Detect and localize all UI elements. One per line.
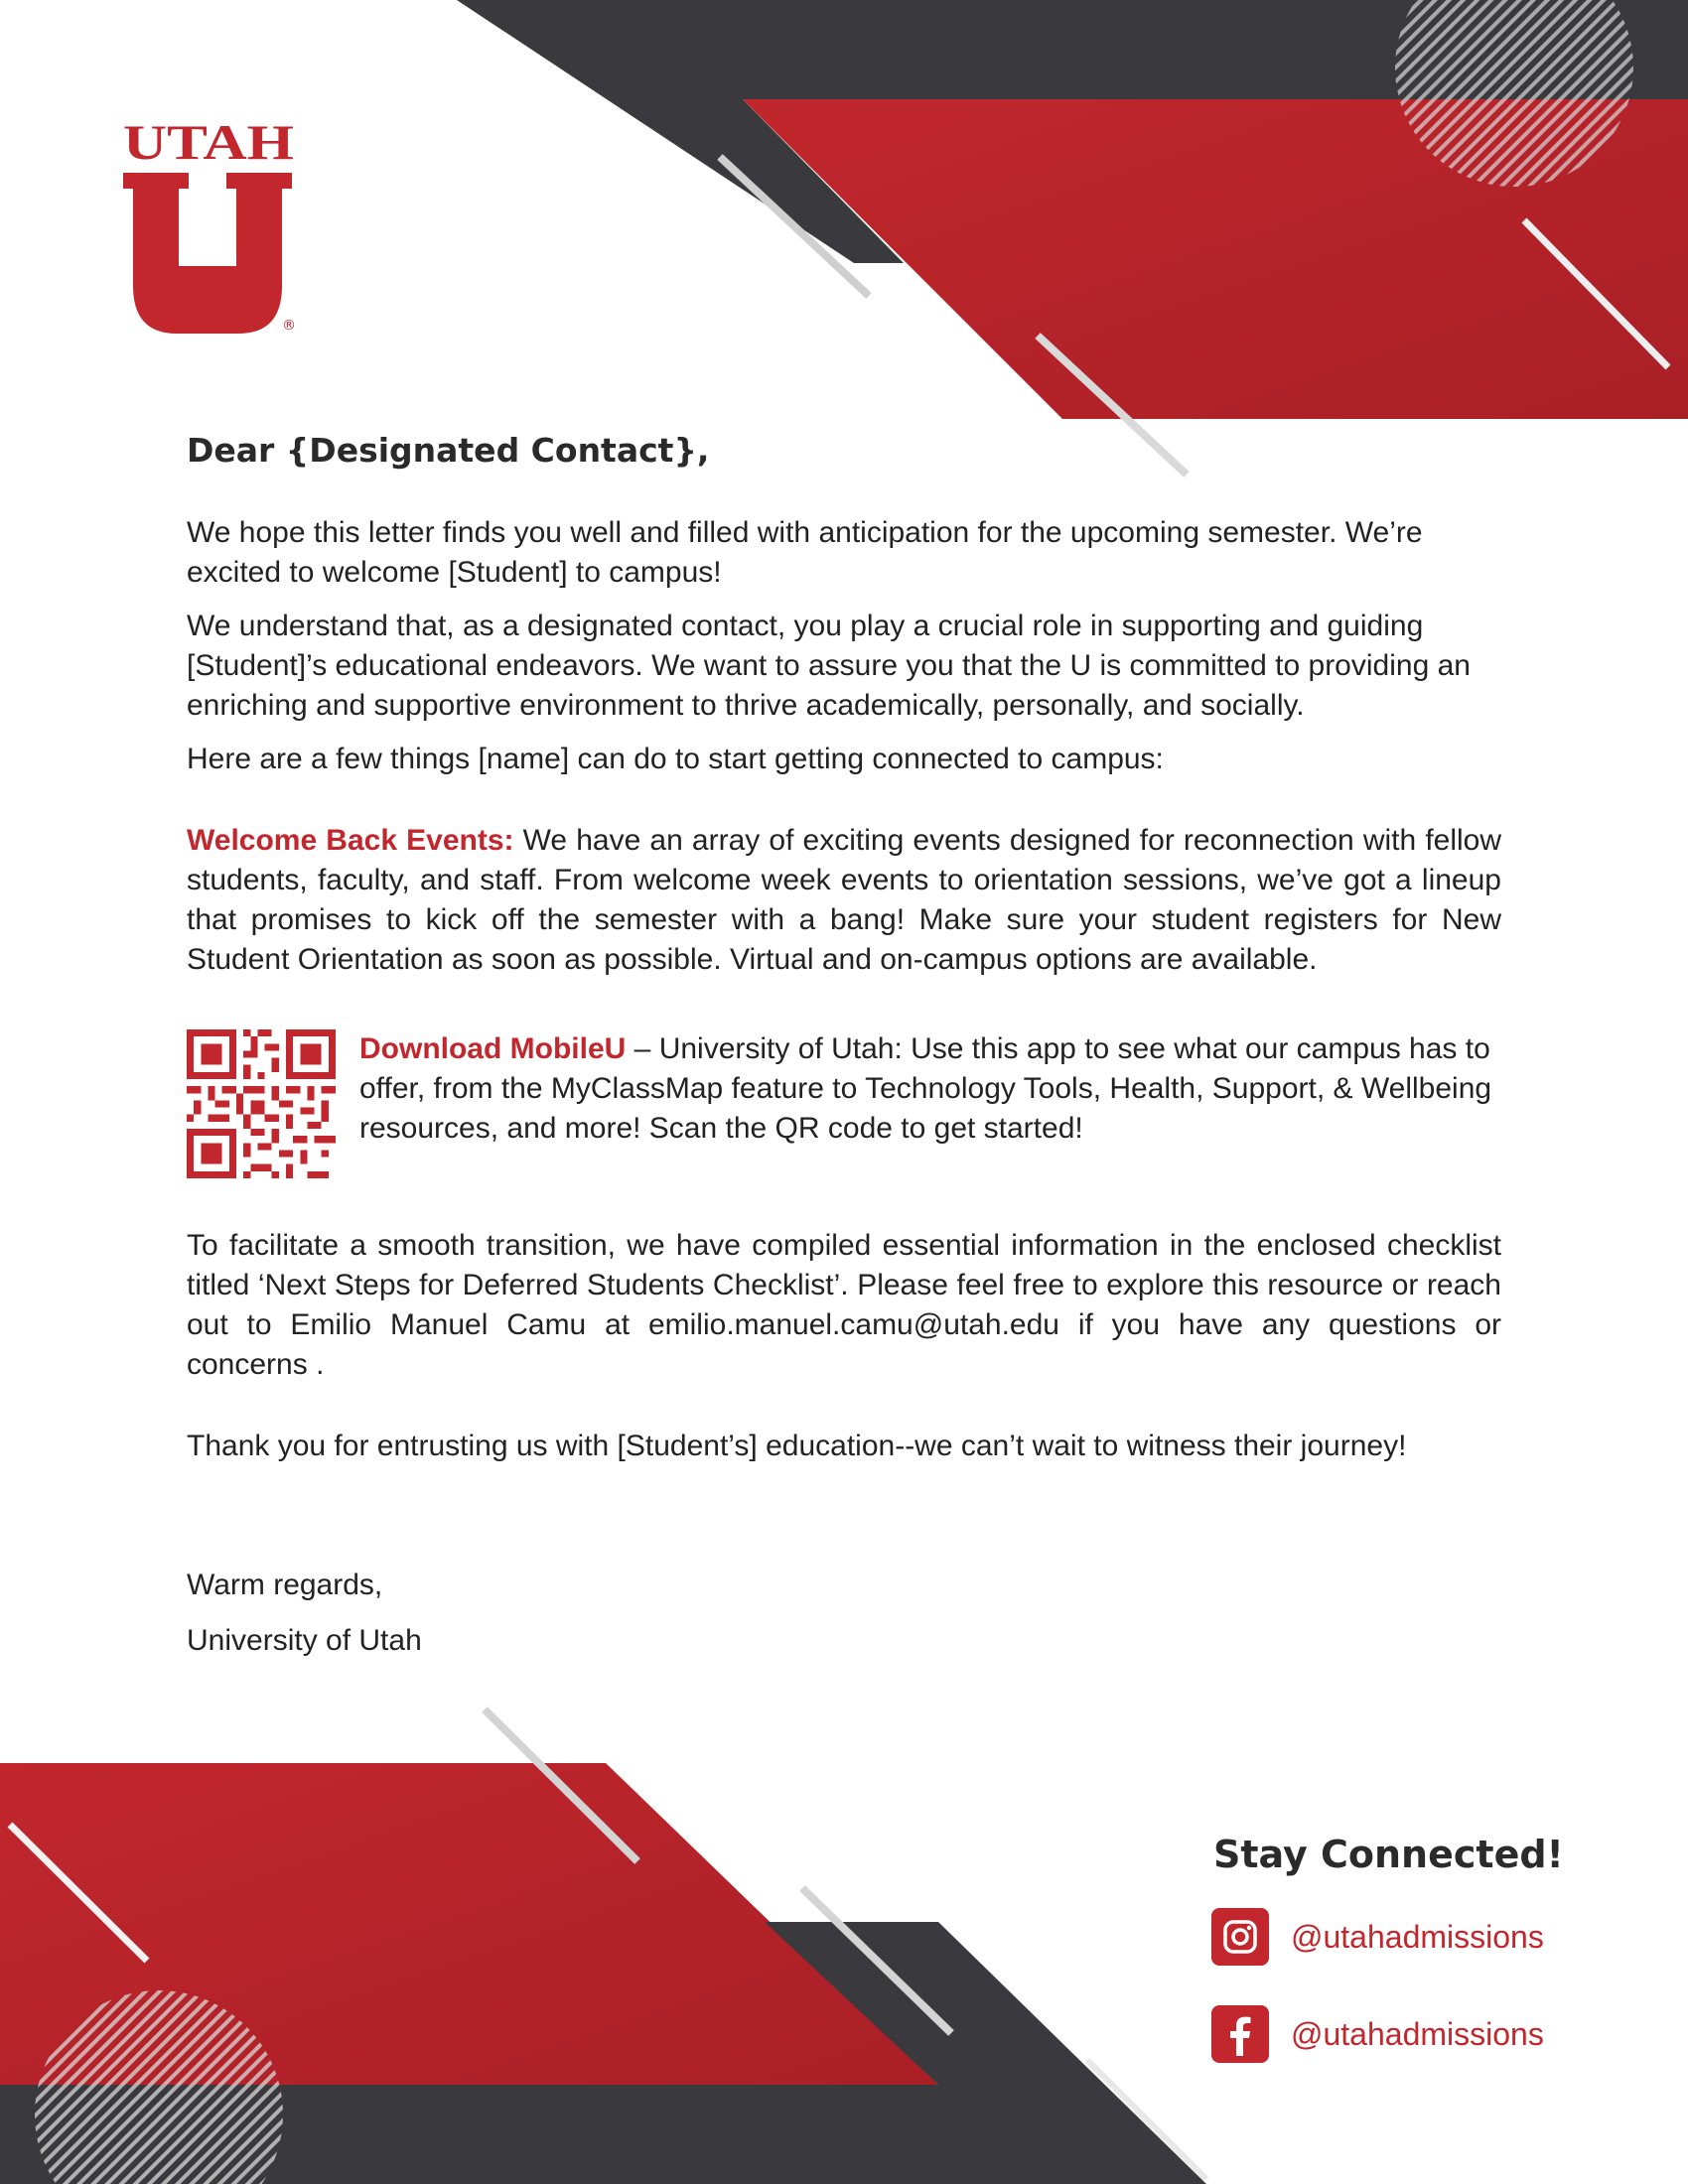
mobileu-body: – University of Utah: Use this app to see what our campus has to offer, from the MyClassMap feature to Technology Tools, Health, Support, & Wellbeing resources, and more! Scan the QR code to get started!	[359, 1032, 1492, 1145]
facebook-icon[interactable]	[1211, 2005, 1269, 2063]
facebook-handle[interactable]: @utahadmissions	[1291, 2015, 1544, 2052]
qr-code[interactable]	[187, 1029, 336, 1178]
logo-wordmark: UTAH	[123, 117, 295, 170]
checklist-paragraph: To facilitate a smooth transition, we have compiled essential information in the enclosed checklist titled ‘Next Steps for Deferred Students Checklist’. Please feel free to explore this resource or reach out to Emilio Manuel Camu at emilio.manuel.camu@utah.edu if you have any questions or concerns .	[187, 1229, 1501, 1381]
registered-mark: ®	[282, 318, 296, 334]
logo-u-shape	[123, 173, 292, 334]
role-paragraph: We understand that, as a designated contact, you play a crucial role in supporting and guiding [Student]’s educational endeavors. We want to assure you that the U is committed to providing an enriching and supportive environment to thrive academically, personally, and socially.	[187, 610, 1471, 722]
mobileu-heading: Download MobileU	[359, 1032, 627, 1065]
signature-line: University of Utah	[187, 1624, 422, 1657]
thanks-paragraph: Thank you for entrusting us with [Student’s] education--we can’t wait to witness their journey!	[187, 1430, 1407, 1462]
events-body: We have an array of exciting events designed for reconnection with fellow students, faculty, and staff. From welcome week events to orientation sessions, we’ve got a lineup that promises to kick off the semester with a bang! Make sure your student registers for New Student Orientation as soon as possible. Virtual and on-campus options are available.	[187, 824, 1502, 976]
salutation: Dear {Designated Contact},	[187, 431, 710, 470]
mobileu-paragraph	[359, 1029, 1501, 1149]
social-title: Stay Connected!	[1213, 1833, 1564, 1876]
facebook-row[interactable]	[1211, 2003, 1648, 2065]
instagram-row[interactable]	[1211, 1906, 1648, 1968]
mobileu-section	[187, 1029, 1501, 1178]
closing-line: Warm regards,	[187, 1569, 383, 1601]
lead-in-paragraph: Here are a few things [name] can do to start getting connected to campus:	[187, 743, 1164, 775]
events-heading: Welcome Back Events:	[187, 824, 514, 857]
letter-body	[187, 431, 1501, 1677]
intro-paragraph: We hope this letter finds you well and filled with anticipation for the upcoming semester. We’re excited to welcome [Student] to campus!	[187, 516, 1423, 589]
events-paragraph	[187, 821, 1501, 980]
closing-block	[187, 1566, 1501, 1661]
university-logo	[119, 117, 298, 336]
instagram-handle[interactable]: @utahadmissions	[1291, 1918, 1544, 1955]
instagram-icon[interactable]	[1211, 1908, 1269, 1966]
social-block	[1211, 1833, 1648, 2101]
